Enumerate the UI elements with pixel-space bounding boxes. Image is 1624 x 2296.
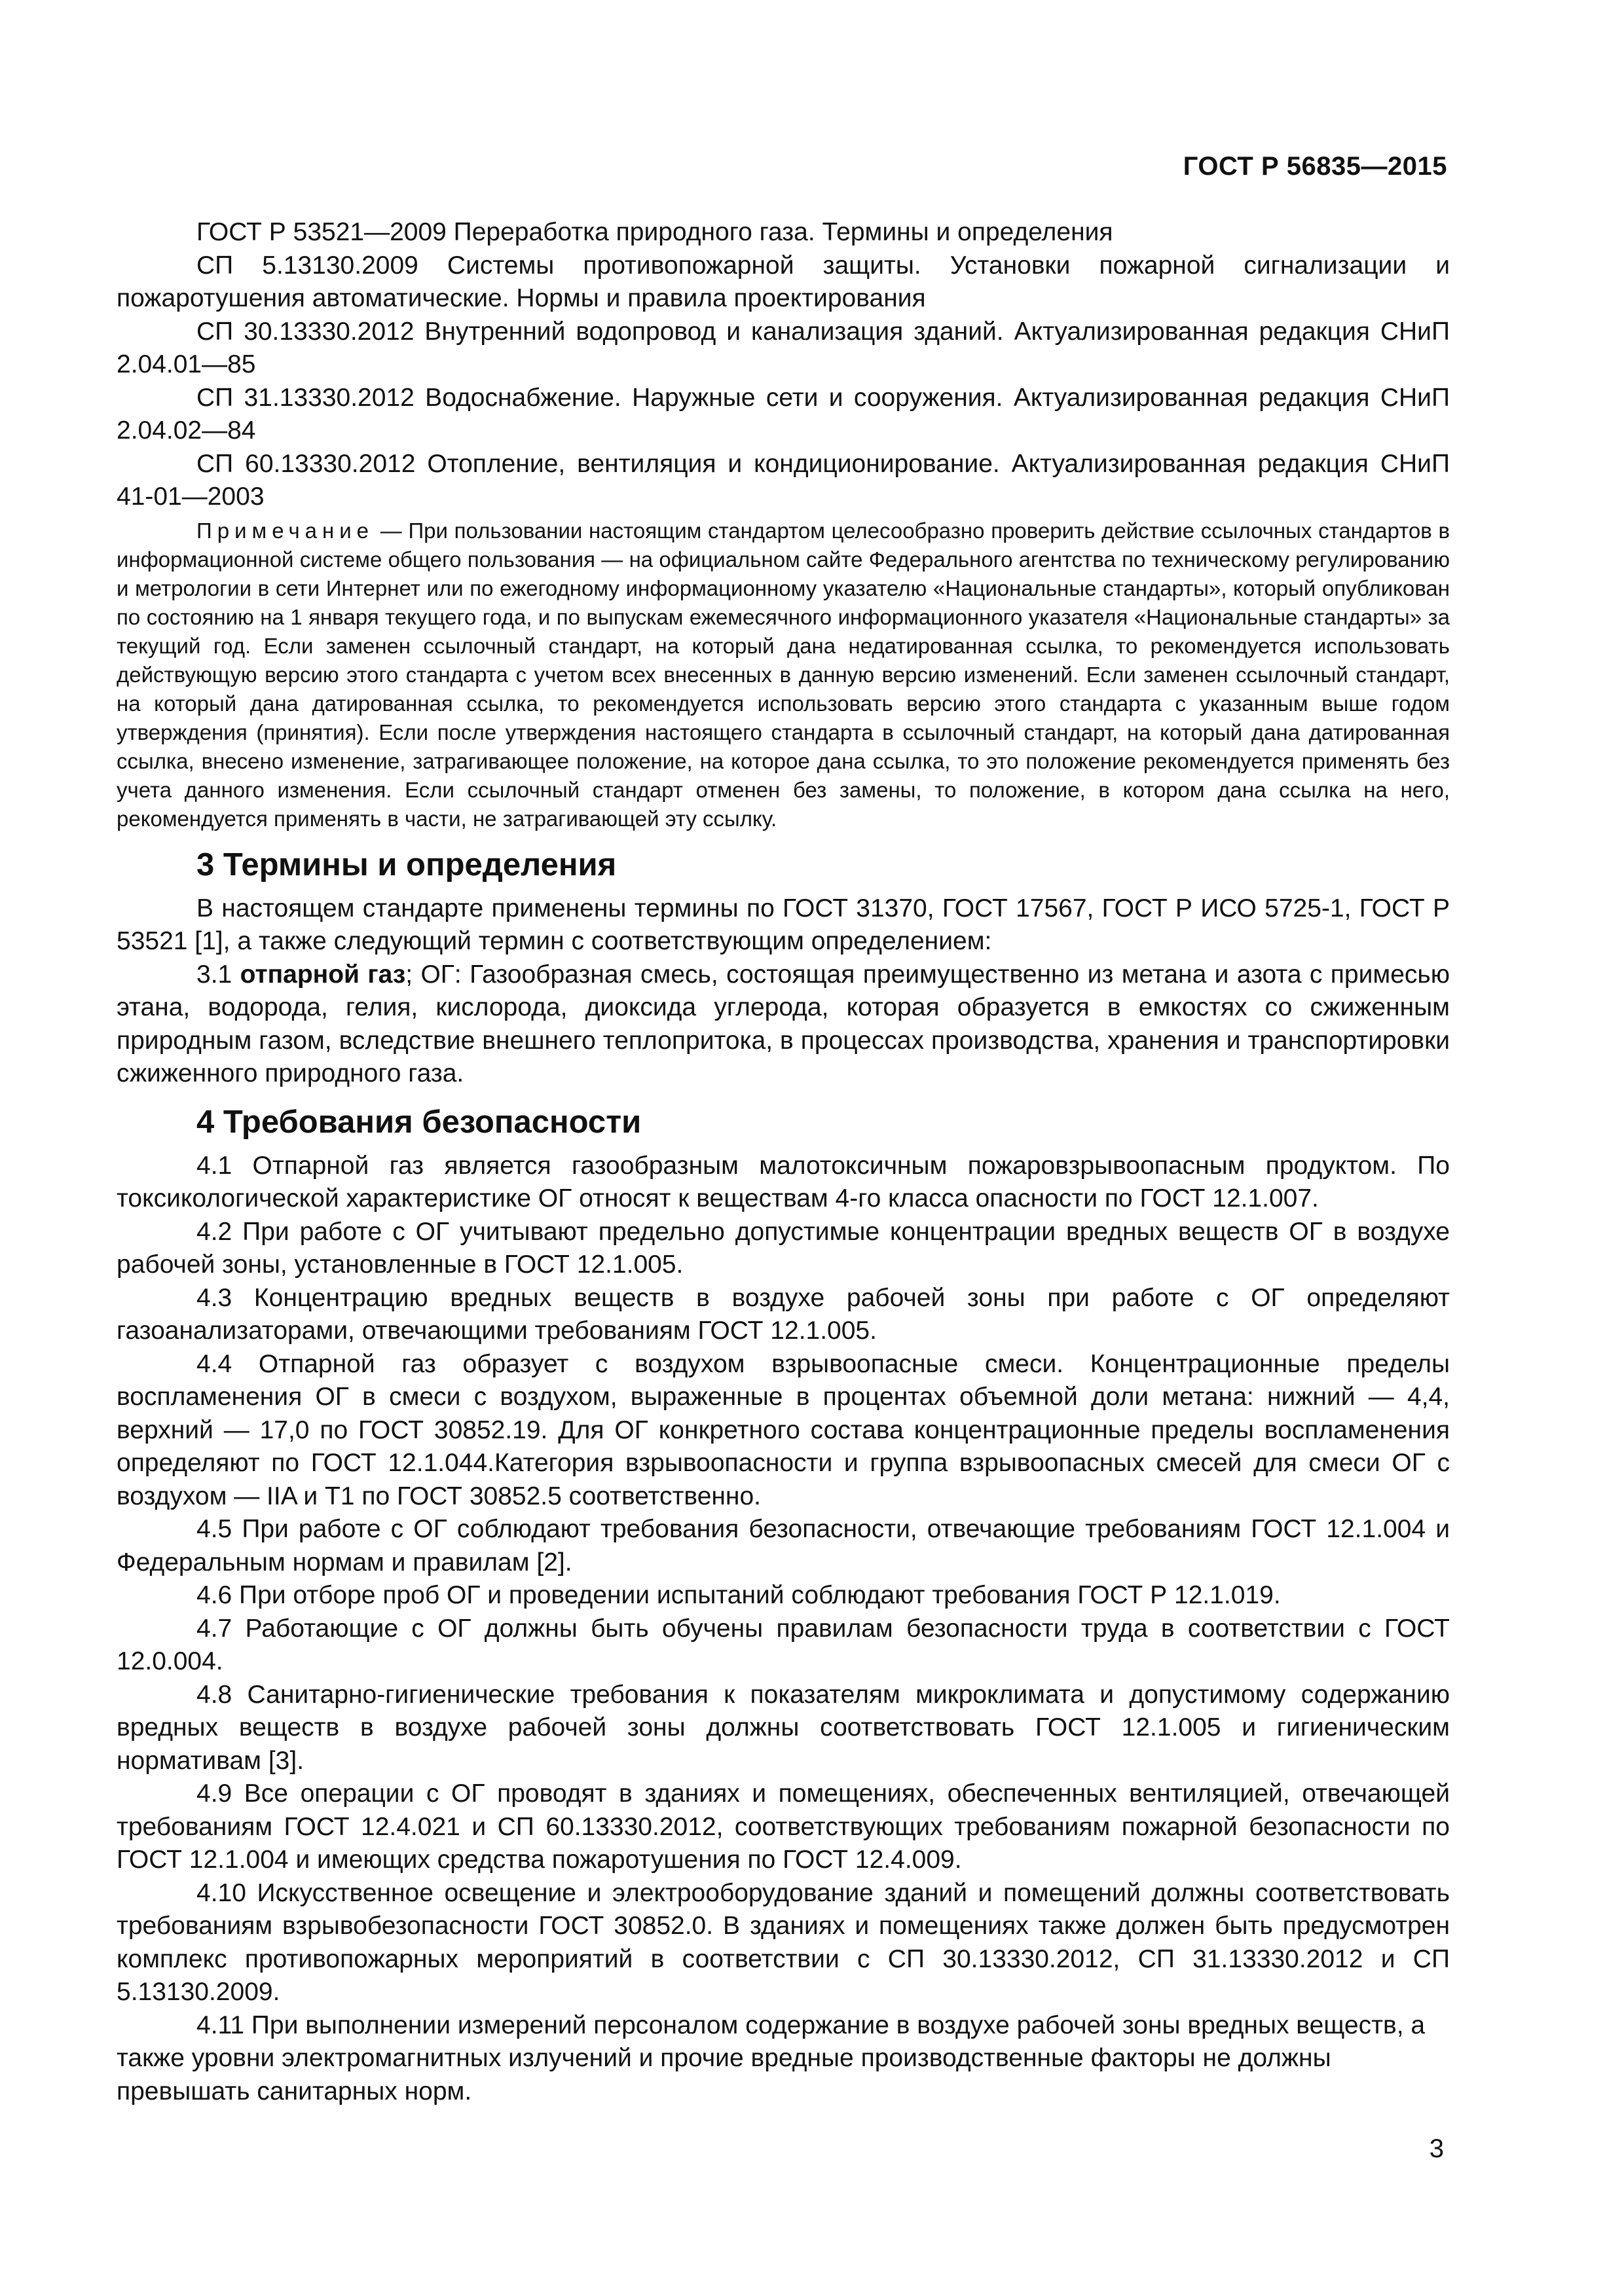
requirement-item: 4.1 Отпарной газ является газообразным малотоксичным пожаровзрывоопасным продуктом. По токсикологической характеристике ОГ относят к веществам 4-го класса опасности по ГОСТ 12.1.007. xyxy=(117,1151,1450,1212)
document-header: ГОСТ Р 56835—2015 xyxy=(1183,152,1447,181)
requirement-item: 4.9 Все операции с ОГ проводят в зданиях и помещениях, обеспеченных вентиляцией, отвечающей требованиям ГОСТ 12.4.021 и СП 60.13330.2012, соответствующих требованиям пожарной безопасности по ГОСТ 12.1.004 и имеющих средства пожаротушения по ГОСТ 12.4.009. xyxy=(117,1779,1450,1874)
requirement-item: 4.2 При работе с ОГ учитывают предельно допустимые концентрации вредных веществ ОГ в воздухе рабочей зоны, установленные в ГОСТ 12.1.005. xyxy=(117,1217,1450,1279)
note-paragraph xyxy=(117,517,1450,833)
reference-item: СП 31.13330.2012 Водоснабжение. Наружные сети и сооружения. Актуализированная редакция СНиП 2.04.02—84 xyxy=(117,383,1450,445)
requirement-item: 4.5 При работе с ОГ соблюдают требования безопасности, отвечающие требованиям ГОСТ 12.1.004 и Федеральным нормам и правилам [2]. xyxy=(117,1515,1450,1576)
requirement-item: 4.7 Работающие с ОГ должны быть обучены правилам безопасности труда в соответствии с ГОСТ 12.0.004. xyxy=(117,1614,1450,1675)
requirement-item: 4.11 При выполнении измерений персоналом содержание в воздухе рабочей зоны вредных веществ, а также уровни электромагнитных излучений и прочие вредные производственные факторы не должны превышать санитарных норм. xyxy=(117,2011,1426,2105)
section-3-intro: В настоящем стандарте применены термины по ГОСТ 31370, ГОСТ 17567, ГОСТ Р ИСО 5725-1, ГОСТ Р 53521 [1], а также следующий термин с соответствующим определением: xyxy=(117,894,1450,955)
term-definition-text: ; ОГ: Газообразная смесь, состоящая преимущественно из метана и азота с примесью этана, водорода, гелия, кислорода, диоксида углерода, которая образуется в емкостях со сжиженным природным газом, вследствие внешнего теплопритока, в процессах производства, хранения и транспортировки сжиженного природного газа. xyxy=(117,960,1450,1087)
term-name: отпарной газ xyxy=(240,960,406,989)
requirement-item: 4.8 Санитарно-гигиенические требования к показателям микроклимата и допустимому содержанию вредных веществ в воздухе рабочей зоны должны соответствовать ГОСТ 12.1.005 и гигиеническим нормативам [3]. xyxy=(117,1680,1450,1775)
requirement-item: 4.6 При отборе проб ОГ и проведении испытаний соблюдают требования ГОСТ Р 12.1.019. xyxy=(196,1581,1281,1609)
reference-item: СП 30.13330.2012 Внутренний водопровод и канализация зданий. Актуализированная редакция СНиП 2.04.01—85 xyxy=(117,317,1450,378)
section-4-title: 4 Требования безопасности xyxy=(196,1104,642,1140)
reference-item: ГОСТ Р 53521—2009 Переработка природного газа. Термины и определения xyxy=(196,218,1113,246)
term-number: 3.1 xyxy=(196,960,232,989)
page-content xyxy=(117,216,1450,2108)
reference-item: СП 5.13130.2009 Системы противопожарной защиты. Установки пожарной сигнализации и пожаротушения автоматические. Нормы и правила проектирования xyxy=(117,251,1450,312)
requirement-item: 4.10 Искусственное освещение и электрооборудование зданий и помещений должны соответствовать требованиям взрывобезопасности ГОСТ 30852.0. В зданиях и помещениях также должен быть предусмотрен комплекс противопожарных мероприятий в соответствии с СП 30.13330.2012, СП 31.13330.2012 и СП 5.13130.2009. xyxy=(117,1878,1450,2006)
page-number: 3 xyxy=(1429,2134,1444,2163)
reference-item: СП 60.13330.2012 Отопление, вентиляция и кондиционирование. Актуализированная редакция СНиП 41-01—2003 xyxy=(117,449,1450,511)
requirement-item: 4.3 Концентрацию вредных веществ в воздухе рабочей зоны при работе с ОГ определяют газоанализаторами, отвечающими требованиям ГОСТ 12.1.005. xyxy=(117,1283,1450,1345)
note-label: Примечание xyxy=(196,518,375,543)
term-definition xyxy=(117,958,1450,1091)
requirement-item: 4.4 Отпарной газ образует с воздухом взрывоопасные смеси. Концентрационные пределы воспламенения ОГ в смеси с воздухом, выраженные в процентах объемной доли метана: нижний — 4,4, верхний — 17,0 по ГОСТ 30852.19. Для ОГ конкретного состава концентрационные пределы воспламенения определяют по ГОСТ 12.1.044.Категория взрывоопасности и группа взрывоопасных смесей для смеси ОГ с воздухом — IIA и Т1 по ГОСТ 30852.5 соответственно. xyxy=(117,1349,1450,1510)
note-text: — При пользовании настоящим стандартом целесообразно проверить действие ссылочных стандартов в информационной системе общего пользования — на официальном сайте Федерального агентства по техническому регулированию и метрологии в сети Интернет или по ежегодному информационному указателю «Национальные стандарты», который опубликован по состоянию на 1 января текущего года, и по выпускам ежемесячного информационного указателя «Национальные стандарты» за текущий год. Если заменен ссылочный стандарт, на который дана недатированная ссылка, то рекомендуется использовать действующую версию этого стандарта с учетом всех внесенных в данную версию изменений. Если заменен ссылочный стандарт, на который дана датированная ссылка, то рекомендуется использовать версию этого стандарта с указанным выше годом утверждения (принятия). Если после утверждения настоящего стандарта в ссылочный стандарт, на который дана датированная ссылка, внесено изменение, затрагивающее положение, на которое дана ссылка, то это положение рекомендуется применять без учета данного изменения. Если ссылочный стандарт отменен без замены, то положение, в котором дана ссылка на него, рекомендуется применять в части, не затрагивающей эту ссылку. xyxy=(117,518,1450,831)
section-3-title: 3 Термины и определения xyxy=(196,847,617,883)
